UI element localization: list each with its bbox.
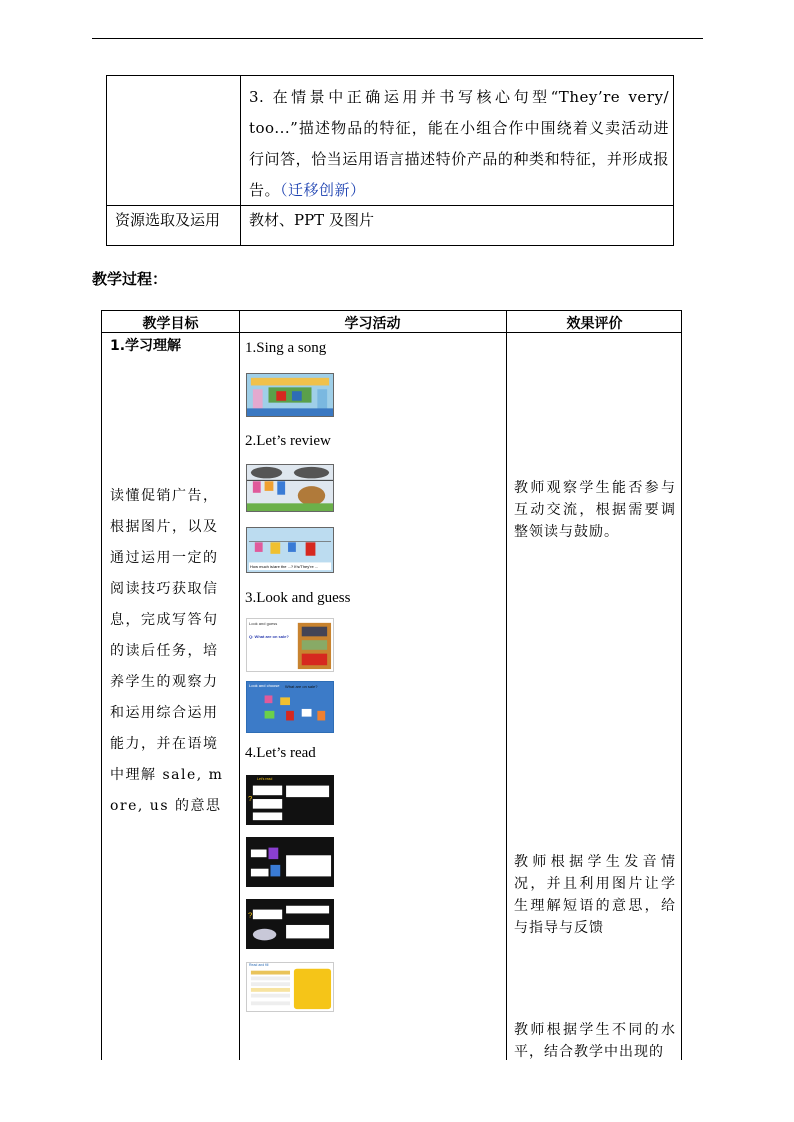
activity-look-and-guess: 3.Look and guess [245, 590, 351, 606]
evaluation-1: 教师观察学生能否参与互动交流，根据需要调整领读与鼓励。 [514, 480, 676, 540]
slide-title: Read and fill [249, 963, 269, 967]
header-evaluation: 效果评价 [566, 316, 623, 332]
slide-thumbnail [246, 373, 334, 417]
objective-3-body: 3. 在情景中正确运用并书写核心句型“They’re very/ too...”描述物品的特征，能在小组合作中围绕着义卖活动进行问答，恰当运用语言描述特价产品的种类和特征，并形成报告。 [249, 88, 669, 199]
slide-thumbnail [246, 775, 334, 825]
table-divider [506, 311, 507, 1060]
slide-thumbnail [246, 527, 334, 573]
objective-3-tag: （迁移创新） [280, 181, 366, 199]
resource-label: 资源选取及运用 [115, 211, 221, 229]
slide-thumbnail [246, 899, 334, 949]
table-divider [239, 311, 240, 1060]
header-rule [92, 38, 703, 39]
header-activity: 学习活动 [344, 316, 401, 332]
activity-sing-a-song: 1.Sing a song [245, 340, 327, 356]
objective-3-text [249, 82, 669, 206]
slide-thumbnail [246, 464, 334, 512]
activity-lets-read: 4.Let’s read [245, 745, 316, 761]
slide-question: Q: What are on sale? [249, 634, 289, 639]
svg-text:?: ? [247, 910, 253, 920]
goal-title: 1.学习理解 [110, 338, 182, 354]
slide-title: Look and guess [249, 621, 278, 626]
resource-value: 教材、PPT 及图片 [249, 211, 374, 229]
slide-thumbnail [246, 962, 334, 1012]
slide-caption: How much is/are the ...? It’s/They’re ... [250, 564, 319, 569]
section-title: 教学过程： [92, 270, 168, 288]
evaluation-3: 教师根据学生不同的水平，结合教学中出现的 [514, 1022, 676, 1060]
activity-lets-review: 2.Let’s review [245, 433, 331, 449]
slide-thumbnail [246, 681, 334, 733]
slide-thumbnail [246, 837, 334, 887]
objectives-table [106, 75, 674, 246]
slide-title: Let’s read [257, 777, 273, 781]
evaluation-2: 教师根据学生发音情况，并且利用图片让学生理解短语的意思，给与指导与反馈 [514, 854, 676, 936]
slide-thumbnail [246, 618, 334, 672]
slide-title: Look and choose [249, 683, 280, 688]
process-table [101, 310, 682, 1060]
header-goal: 教学目标 [142, 316, 199, 332]
goal-description: 读懂促销广告，根据图片，以及通过运用一定的阅读技巧获取信息，完成写答句的读后任务，培养学生的观察力和运用综合运用能力，并在语境中理解 sale, more, us 的意思 [110, 488, 224, 814]
slide-question: What are on sale? [285, 684, 318, 689]
svg-text:?: ? [247, 794, 253, 803]
table-divider [240, 76, 241, 245]
